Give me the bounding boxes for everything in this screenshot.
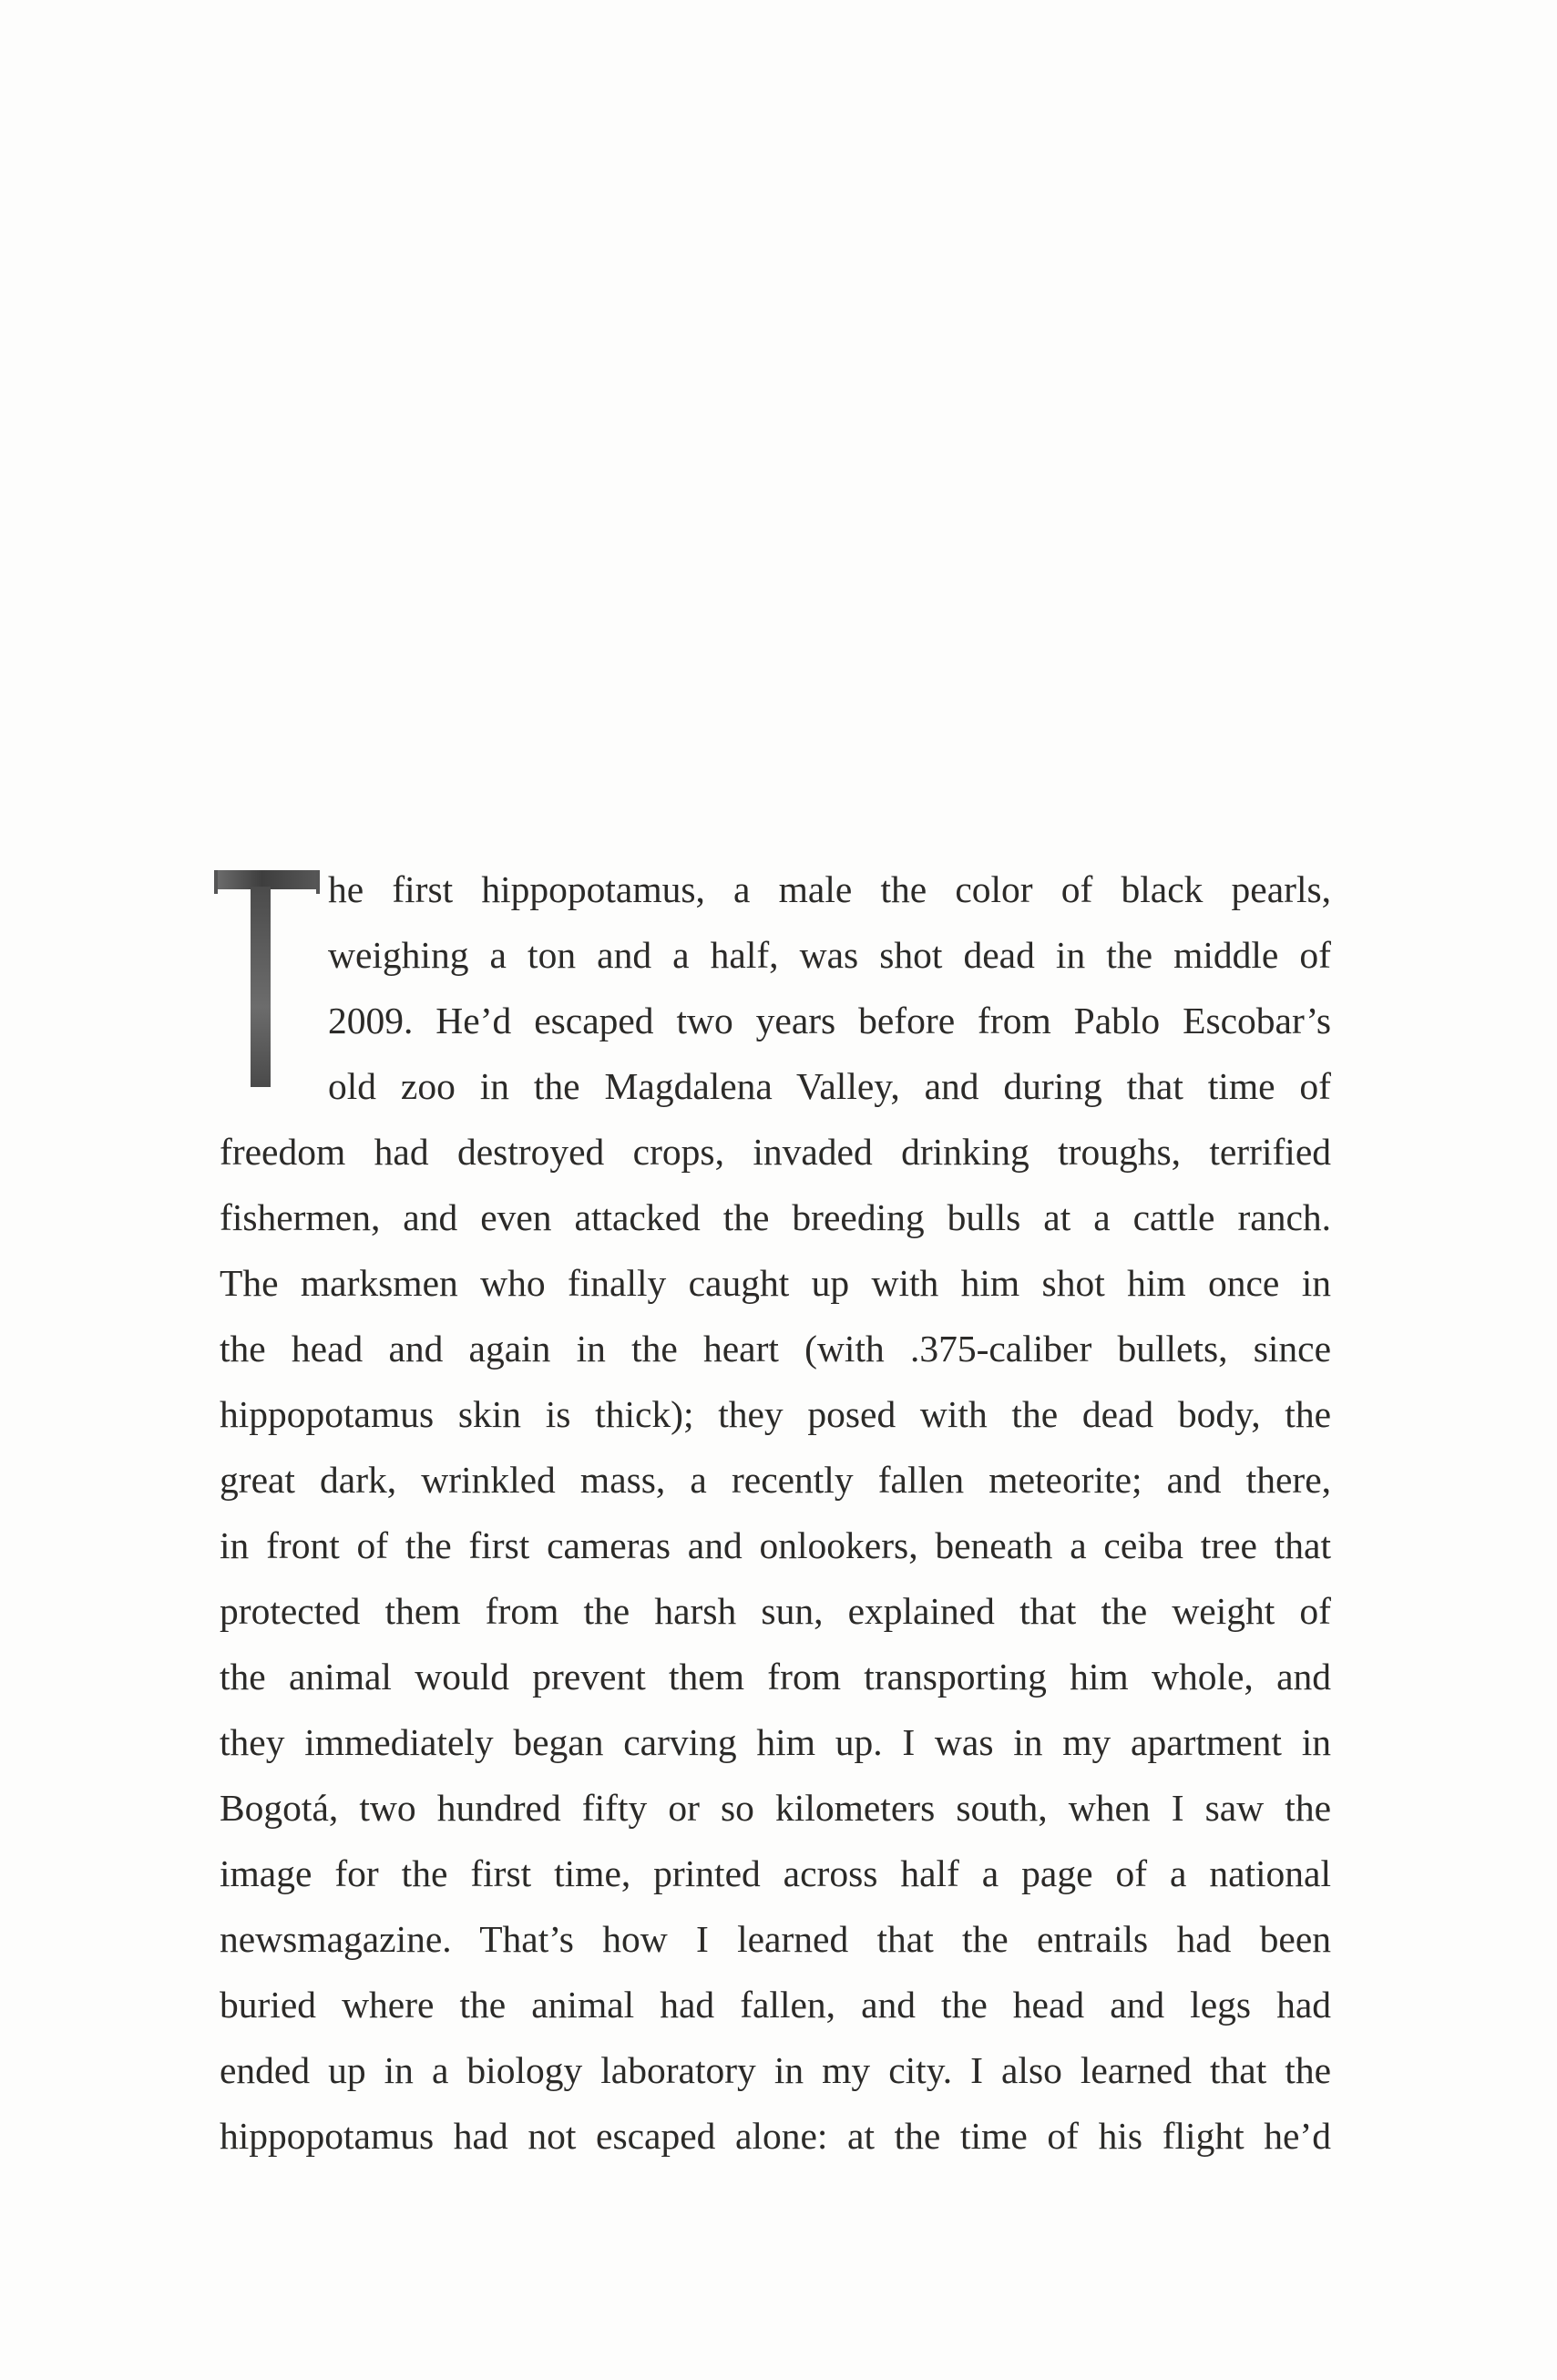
text-line: ended up in a biology laboratory in my city. I also learned that the xyxy=(220,2049,1331,2091)
text-line: protected them from the harsh sun, explained that the weight of xyxy=(220,1590,1331,1632)
text-line: he first hippopotamus, a male the color of black pearls, xyxy=(328,868,1331,910)
text-line: newsmagazine. That’s how I learned that the entrails had been xyxy=(220,1918,1331,1960)
drop-cap-serif-left xyxy=(214,870,218,894)
text-line: 2009. He’d escaped two years before from Pablo Escobar’s xyxy=(328,1000,1331,1041)
body-text xyxy=(220,857,1331,2169)
text-line: hippopotamus skin is thick); they posed with the dead body, the xyxy=(220,1393,1331,1435)
text-line: the head and again in the heart (with .375-caliber bullets, since xyxy=(220,1328,1331,1370)
text-line: the animal would prevent them from transporting him whole, and xyxy=(220,1656,1331,1698)
drop-cap-stem xyxy=(251,887,271,1087)
text-line: in front of the first cameras and onlookers, beneath a ceiba tree that xyxy=(220,1524,1331,1566)
text-line: image for the first time, printed across half a page of a national xyxy=(220,1852,1331,1894)
text-line: buried where the animal had fallen, and the head and legs had xyxy=(220,1984,1331,2026)
text-line: freedom had destroyed crops, invaded drinking troughs, terrified xyxy=(220,1131,1331,1173)
text-line: they immediately began carving him up. I was in my apartment in xyxy=(220,1721,1331,1763)
drop-cap-serif-right xyxy=(316,870,320,894)
text-line: old zoo in the Magdalena Valley, and during that time of xyxy=(328,1065,1331,1107)
text-line: The marksmen who finally caught up with him shot him once in xyxy=(220,1262,1331,1304)
text-line: Bogotá, two hundred fifty or so kilometers south, when I saw the xyxy=(220,1787,1331,1829)
text-line: fishermen, and even attacked the breeding bulls at a cattle ranch. xyxy=(220,1196,1331,1238)
text-line: weighing a ton and a half, was shot dead in the middle of xyxy=(328,934,1331,976)
drop-cap xyxy=(216,870,318,1087)
text-line: great dark, wrinkled mass, a recently fallen meteorite; and there, xyxy=(220,1459,1331,1501)
text-line: hippopotamus had not escaped alone: at the time of his flight he’d xyxy=(220,2115,1331,2157)
